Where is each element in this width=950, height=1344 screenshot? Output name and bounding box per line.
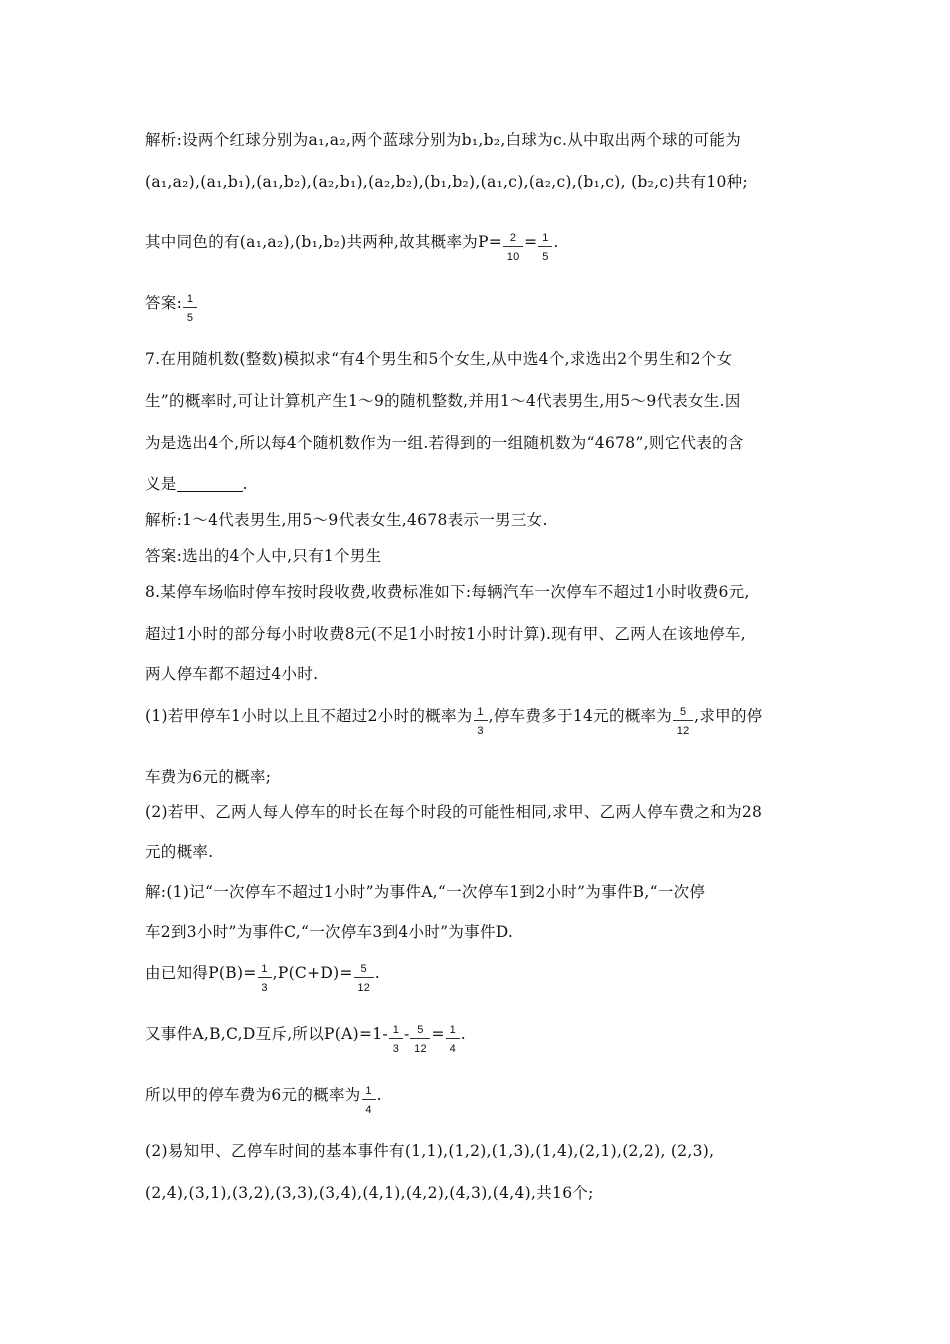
q8-part-1-mid-text: ,停车费多于14元的概率为 (488, 707, 673, 725)
q8-solution-line-3-text: 由已知得P(B)= (145, 964, 257, 982)
fraction-bar (410, 1038, 430, 1039)
fraction-numerator: 1 (449, 1023, 456, 1036)
fraction-numerator: 1 (392, 1023, 400, 1036)
q7-analysis: 解析:1～4代表男生,用5～9代表女生,4678表示一男三女. (145, 511, 548, 529)
fraction-numerator: 5 (679, 705, 687, 718)
fraction-bar (673, 720, 693, 721)
q8-solution-line-3-mid: ,P(C+D)= (272, 964, 353, 982)
fraction-denominator: 3 (261, 981, 268, 994)
fraction-bar (354, 977, 374, 978)
answer-label: 答案: (145, 294, 183, 312)
fraction-bar (538, 246, 552, 247)
period: . (460, 1025, 467, 1043)
fraction-1-4 (445, 1023, 461, 1055)
fraction-denominator: 12 (676, 724, 690, 737)
period: . (553, 233, 559, 251)
minus-sign: - (403, 1025, 410, 1043)
fraction-numerator: 5 (417, 1023, 424, 1036)
q8-line-3: 两人停车都不超过4小时. (145, 665, 319, 683)
q8-part-2-line-1: (2)若甲、乙两人每人停车的时长在每个时段的可能性相同,求甲、乙两人停车费之和为28 (145, 803, 763, 821)
q7-line-1: 7.在用随机数(整数)模拟求“有4个男生和5个女生,从中选4个,求选出2个男生和2个女 (145, 350, 733, 368)
fraction-bar (503, 246, 523, 247)
fraction-numerator: 2 (509, 231, 517, 244)
q8-solution-line-5-text: 所以甲的停车费为6元的概率为 (145, 1086, 361, 1104)
fraction-2-10 (502, 231, 524, 263)
q6-analysis-line-3-text: 其中同色的有(a₁,a₂),(b₁,b₂)共两种,故其概率为P= (145, 233, 503, 251)
fraction-1-3 (473, 705, 489, 737)
equals-sign: = (524, 233, 538, 251)
fraction-1-3 (388, 1023, 404, 1055)
q8-line-1: 8.某停车场临时停车按时段收费,收费标准如下:每辆汽车一次停车不超过1小时收费6元, (145, 583, 750, 601)
q8-part-1-line-1 (145, 704, 763, 737)
fraction-denominator: 10 (506, 250, 520, 263)
q6-analysis-line-1: 解析:设两个红球分别为a₁,a₂,两个蓝球分别为b₁,b₂,白球为c.从中取出两个球的可能为 (145, 131, 742, 149)
q6-analysis-line-2: (a₁,a₂),(a₁,b₁),(a₁,b₂),(a₂,b₁),(a₂,b₂),(b₁,b₂),(a₁,c),(a₂,c),(b₁,c), (b₂,c)共有10种; (145, 173, 748, 191)
fraction-1-5 (537, 231, 553, 263)
fraction-bar (258, 977, 272, 978)
fraction-denominator: 12 (414, 1042, 427, 1055)
q8-solution-line-3 (145, 961, 380, 994)
fraction-5-12 (409, 1023, 431, 1055)
q8-solution-line-5 (145, 1083, 382, 1116)
fraction-numerator: 1 (477, 705, 484, 718)
period: . (374, 964, 380, 982)
fraction-5-12 (353, 962, 375, 994)
fraction-denominator: 3 (477, 724, 484, 737)
fraction-denominator: 5 (186, 311, 194, 324)
fraction-numerator: 1 (365, 1084, 372, 1097)
q8-solution-line-2: 车2到3小时”为事件C,“一次停车3到4小时”为事件D. (145, 923, 514, 941)
q8-part-1-text: (1)若甲停车1小时以上且不超过2小时的概率为 (145, 707, 473, 725)
fraction-bar (446, 1038, 460, 1039)
q7-line-4 (145, 472, 248, 494)
q7-line-3: 为是选出4个,所以每4个随机数作为一组.若得到的一组随机数为“4678”,则它代表的含 (145, 434, 744, 452)
fraction-1-4 (361, 1084, 377, 1116)
q7-line-2: 生”的概率时,可让计算机产生1～9的随机整数,并用1～4代表男生,用5～9代表女生.因 (145, 392, 741, 410)
fraction-bar (389, 1038, 403, 1039)
fraction-denominator: 4 (365, 1103, 372, 1116)
q8-part-1-end-text: ,求甲的停 (694, 707, 763, 725)
period: . (376, 1086, 382, 1104)
q6-analysis-line-3 (145, 230, 559, 263)
fraction-bar (362, 1099, 376, 1100)
q7-line-4-text: 义是 (145, 475, 177, 493)
fraction-denominator: 5 (542, 250, 549, 263)
q8-line-2: 超过1小时的部分每小时收费8元(不足1小时按1小时计算).现有甲、乙两人在该地停车, (145, 625, 746, 643)
fraction-denominator: 12 (357, 981, 371, 994)
fraction-answer-1-5 (182, 292, 198, 324)
q8-solution-line-4-text: 又事件A,B,C,D互斥,所以P(A)=1- (145, 1025, 388, 1043)
fraction-numerator: 5 (360, 962, 367, 975)
fraction-1-3 (257, 962, 273, 994)
q6-answer (145, 291, 198, 324)
fraction-bar (474, 720, 488, 721)
q8-solution-line-1: 解:(1)记“一次停车不超过1小时”为事件A,“一次停车1到2小时”为事件B,“一次停 (145, 883, 706, 901)
answer-blank (177, 476, 243, 493)
fraction-5-12 (672, 705, 694, 737)
q8-solution-2-line-2: (2,4),(3,1),(3,2),(3,3),(3,4),(4,1),(4,2),(4,3),(4,4),共16个; (145, 1184, 594, 1202)
period: . (242, 475, 248, 493)
q8-part-2-line-2: 元的概率. (145, 843, 214, 861)
fraction-denominator: 3 (392, 1042, 400, 1055)
q8-solution-2-line-1: (2)易知甲、乙停车时间的基本事件有(1,1),(1,2),(1,3),(1,4),(2,1),(2,2), (2,3), (145, 1142, 715, 1160)
fraction-numerator: 1 (261, 962, 268, 975)
q8-solution-line-4 (145, 1022, 467, 1055)
q8-part-1-line-2: 车费为6元的概率; (145, 768, 272, 786)
q7-answer: 答案:选出的4个人中,只有1个男生 (145, 547, 382, 565)
fraction-numerator: 1 (186, 292, 194, 305)
fraction-numerator: 1 (542, 231, 549, 244)
fraction-denominator: 4 (449, 1042, 456, 1055)
equals-sign: = (431, 1025, 445, 1043)
fraction-bar (183, 307, 197, 308)
